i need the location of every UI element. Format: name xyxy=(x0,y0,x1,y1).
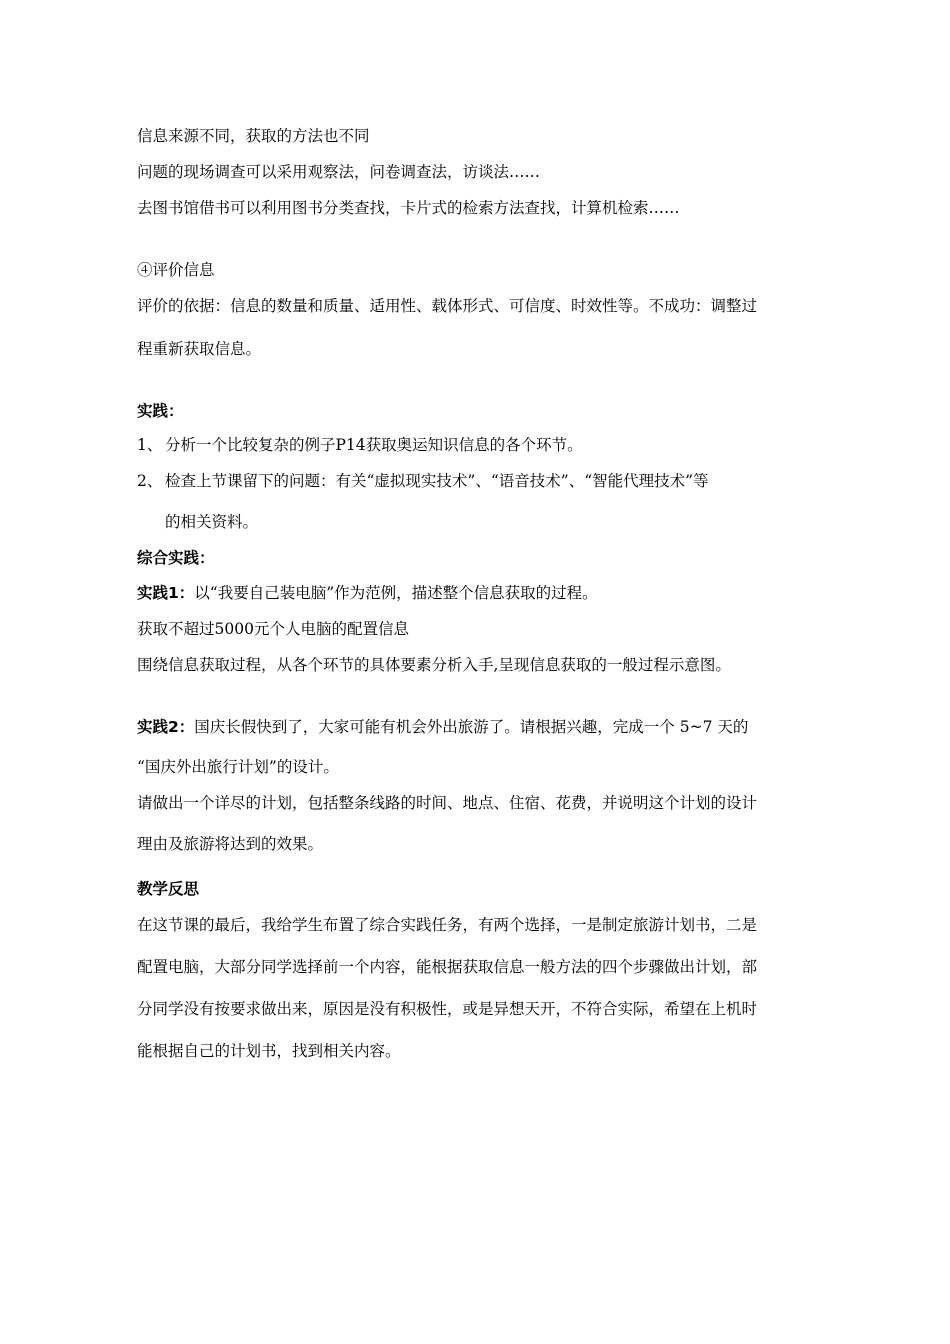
practice-item-2-number: 2、 xyxy=(137,472,163,490)
practice-item-2 xyxy=(137,471,709,491)
practice-2-label: 实践2： xyxy=(137,718,195,736)
practice-item-1-text: 分析一个比较复杂的例子P14获取奥运知识信息的各个环节。 xyxy=(165,436,583,454)
practice-item-1-number: 1、 xyxy=(137,436,163,454)
practice-1-line-3: 围绕信息获取过程，从各个环节的具体要素分析入手,呈现信息获取的一般过程示意图。 xyxy=(137,656,731,674)
practice-2-line-3: 请做出一个详尽的计划，包括整条线路的时间、地点、住宿、花费，并说明这个计划的设计 xyxy=(137,794,758,812)
reflection-heading: 教学反思 xyxy=(137,880,200,898)
practice-1-line-1 xyxy=(137,583,598,603)
practice-1-text: 以“我要自己装电脑”作为范例，描述整个信息获取的过程。 xyxy=(194,584,598,602)
intro-line-2: 问题的现场调查可以采用观察法，问卷调查法，访谈法…… xyxy=(137,163,541,181)
practice-2-line-2: “国庆外出旅行计划”的设计。 xyxy=(137,758,339,776)
practice-2-line-1 xyxy=(137,717,748,737)
practice-item-1 xyxy=(137,435,583,455)
practice-1-label: 实践1： xyxy=(137,584,195,602)
intro-line-3: 去图书馆借书可以利用图书分类查找，卡片式的检索方法查找，计算机检索…… xyxy=(137,199,680,217)
practice-1-line-2: 获取不超过5000元个人电脑的配置信息 xyxy=(137,620,409,638)
comprehensive-heading: 综合实践： xyxy=(137,549,215,567)
reflection-line-3: 分同学没有按要求做出来，原因是没有积极性，或是异想天开，不符合实际，希望在上机时 xyxy=(137,1000,758,1018)
reflection-line-4: 能根据自己的计划书，找到相关内容。 xyxy=(137,1042,401,1060)
reflection-line-1: 在这节课的最后，我给学生布置了综合实践任务，有两个选择，一是制定旅游计划书，二是 xyxy=(137,916,758,934)
practice-2-text: 国庆长假快到了，大家可能有机会外出旅游了。请根据兴趣，完成一个 5~7 天的 xyxy=(194,718,749,736)
practice-2-line-4: 理由及旅游将达到的效果。 xyxy=(137,835,324,853)
evaluate-body-line-1: 评价的依据：信息的数量和质量、适用性、载体形式、可信度、时效性等。不成功：调整过 xyxy=(137,297,758,315)
reflection-line-2: 配置电脑，大部分同学选择前一个内容，能根据获取信息一般方法的四个步骤做出计划，部 xyxy=(137,958,758,976)
practice-item-2-text: 检查上节课留下的问题：有关“虚拟现实技术”、“语音技术”、“智能代理技术”等 xyxy=(165,472,709,490)
practice-heading: 实践： xyxy=(137,402,184,420)
practice-item-2-continuation: 的相关资料。 xyxy=(165,513,259,531)
intro-line-1: 信息来源不同，获取的方法也不同 xyxy=(137,127,370,145)
evaluate-body-line-2: 程重新获取信息。 xyxy=(137,340,262,358)
evaluate-heading: ④评价信息 xyxy=(137,261,215,279)
